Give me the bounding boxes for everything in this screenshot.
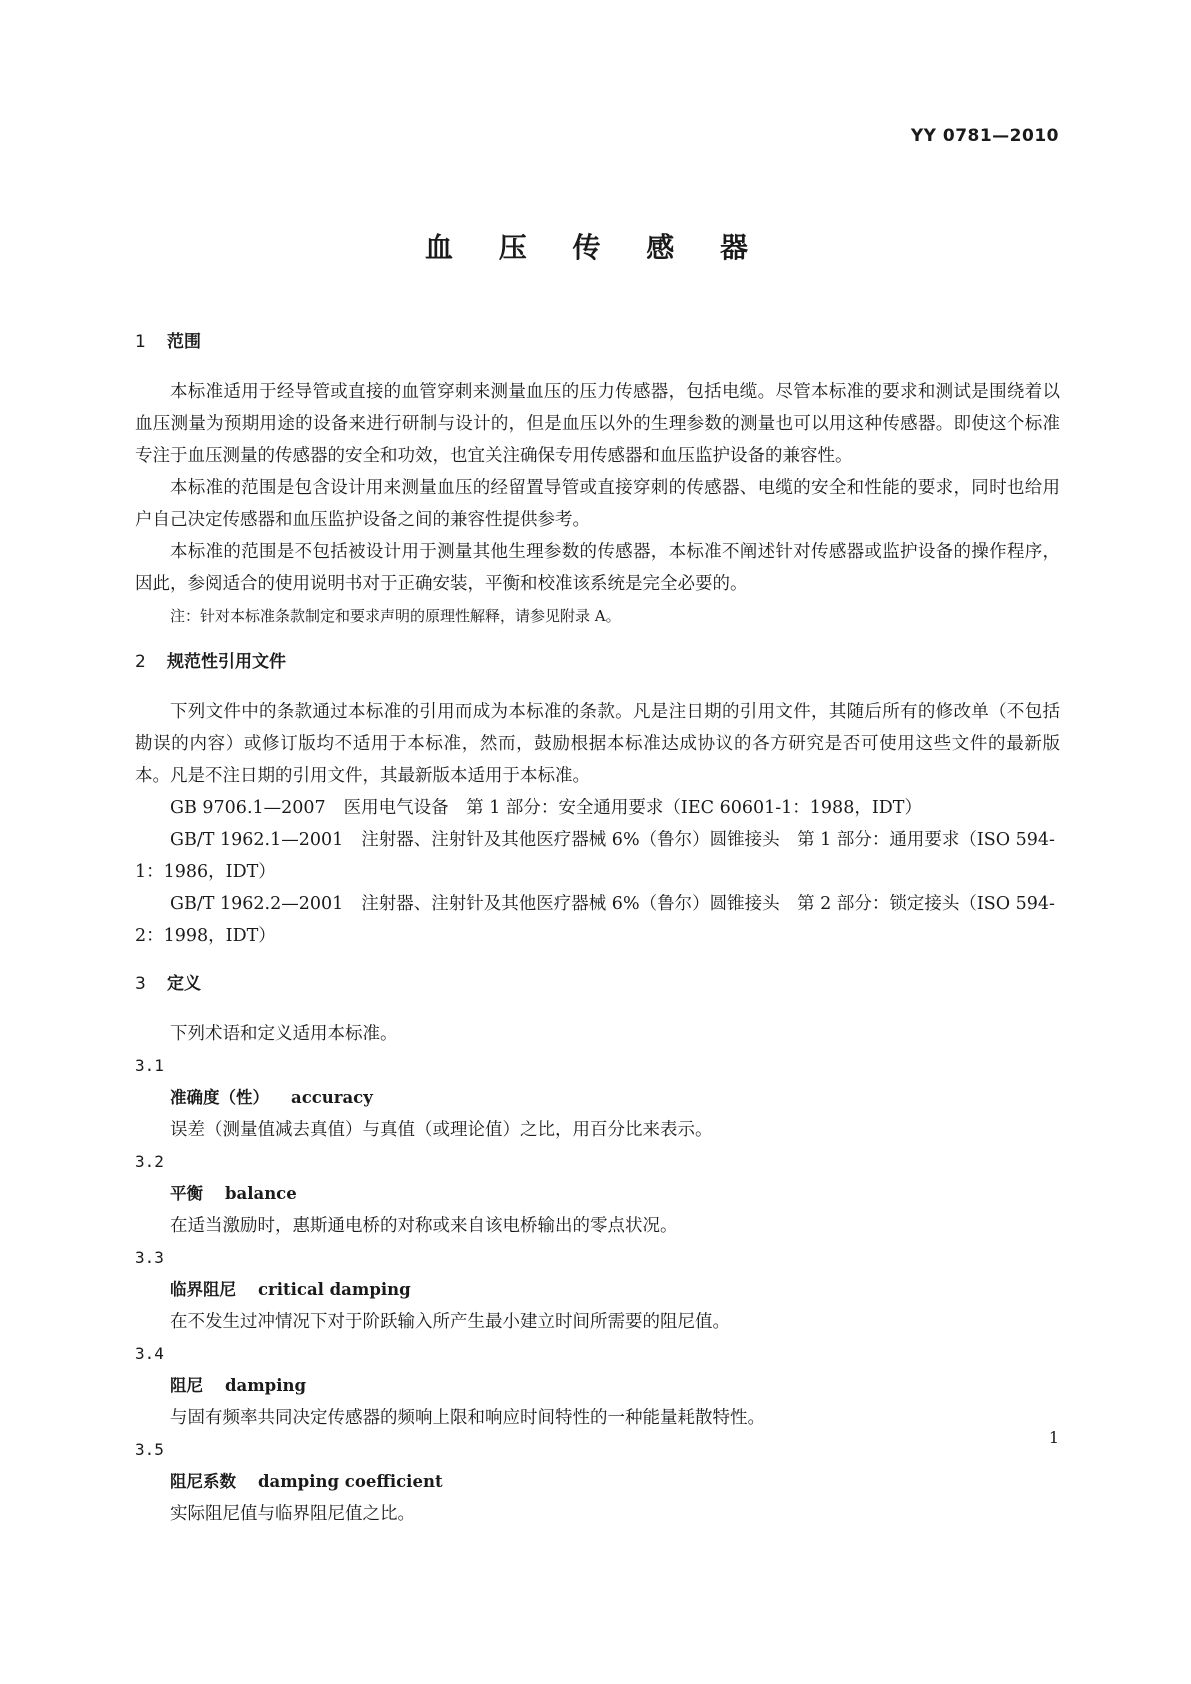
reference-code: GB/T 1962.1—2001 bbox=[170, 830, 344, 850]
reference-code: GB 9706.1—2007 bbox=[170, 798, 326, 818]
section-title: 范围 bbox=[167, 332, 201, 352]
section-heading-scope bbox=[135, 326, 1060, 358]
term-en: critical damping bbox=[258, 1280, 411, 1299]
term-en: damping bbox=[225, 1376, 307, 1395]
term-zh: 临界阻尼 bbox=[170, 1280, 236, 1299]
scope-note: 注：针对本标准条款制定和要求声明的原理性解释，请参见附录 A。 bbox=[170, 607, 621, 625]
section-heading-definitions bbox=[135, 968, 1060, 1000]
term-definition: 在适当激励时，惠斯通电桥的对称或来自该电桥输出的零点状况。 bbox=[170, 1216, 678, 1236]
page-number: 1 bbox=[1048, 1428, 1059, 1447]
term-definition: 与固有频率共同决定传感器的频响上限和响应时间特性的一种能量耗散特性。 bbox=[170, 1408, 765, 1428]
term-definition: 误差（测量值减去真值）与真值（或理论值）之比，用百分比来表示。 bbox=[170, 1120, 713, 1140]
reference-item bbox=[135, 824, 1060, 888]
term-zh: 阻尼 bbox=[170, 1376, 203, 1395]
term-name bbox=[135, 1466, 1060, 1498]
standard-number: YY 0781—2010 bbox=[910, 126, 1059, 146]
section-number: 3 bbox=[135, 974, 146, 994]
term-zh: 准确度（性） bbox=[170, 1088, 269, 1107]
term-name bbox=[135, 1082, 1060, 1114]
section-heading-references bbox=[135, 646, 1060, 678]
term-number: 3.2 bbox=[135, 1152, 164, 1171]
term-definition: 实际阻尼值与临界阻尼值之比。 bbox=[170, 1504, 415, 1524]
reference-code: GB/T 1962.2—2001 bbox=[170, 894, 344, 914]
section-number: 2 bbox=[135, 652, 146, 672]
document-body bbox=[135, 326, 1060, 1530]
term-name bbox=[135, 1274, 1060, 1306]
term-zh: 平衡 bbox=[170, 1184, 203, 1203]
document-title: 血 压 传 感 器 bbox=[425, 231, 766, 264]
term-name bbox=[135, 1178, 1060, 1210]
reference-text: 医用电气设备 第 1 部分：安全通用要求（IEC 60601-1：1988，IDT） bbox=[343, 798, 922, 818]
scope-paragraph: 本标准的范围是包含设计用来测量血压的经留置导管或直接穿刺的传感器、电缆的安全和性能的要求，同时也给用户自己决定传感器和血压监护设备之间的兼容性提供参考。 bbox=[135, 478, 1060, 530]
term-definition: 在不发生过冲情况下对于阶跃输入所产生最小建立时间所需要的阻尼值。 bbox=[170, 1312, 730, 1332]
term-en: balance bbox=[225, 1184, 297, 1203]
reference-text: 注射器、注射针及其他医疗器械 6%（鲁尔）圆锥接头 第 1 部分：通用要求（ISO 594-1：1986，IDT） bbox=[135, 830, 1055, 882]
reference-text: 注射器、注射针及其他医疗器械 6%（鲁尔）圆锥接头 第 2 部分：锁定接头（ISO 594-2：1998，IDT） bbox=[135, 894, 1055, 946]
scope-paragraph: 本标准适用于经导管或直接的血管穿刺来测量血压的压力传感器，包括电缆。尽管本标准的要求和测试是围绕着以血压测量为预期用途的设备来进行研制与设计的，但是血压以外的生理参数的测量也可以用这种传感器。即使这个标准专注于血压测量的传感器的安全和功效，也宜关注确保专用传感器和血压监护设备的兼容性。 bbox=[135, 382, 1060, 466]
section-title: 规范性引用文件 bbox=[167, 652, 286, 672]
term-name bbox=[135, 1370, 1060, 1402]
term-zh: 阻尼系数 bbox=[170, 1472, 236, 1491]
references-intro: 下列文件中的条款通过本标准的引用而成为本标准的条款。凡是注日期的引用文件，其随后所有的修改单（不包括勘误的内容）或修订版均不适用于本标准，然而，鼓励根据本标准达成协议的各方研究是否可使用这些文件的最新版本。凡是不注日期的引用文件，其最新版本适用于本标准。 bbox=[135, 702, 1060, 786]
term-number: 3.1 bbox=[135, 1056, 164, 1075]
term-number: 3.4 bbox=[135, 1344, 164, 1363]
section-number: 1 bbox=[135, 332, 146, 352]
definitions-intro: 下列术语和定义适用本标准。 bbox=[170, 1024, 398, 1044]
reference-item bbox=[135, 792, 1060, 824]
term-number: 3.3 bbox=[135, 1248, 164, 1267]
term-en: damping coefficient bbox=[258, 1472, 443, 1491]
term-en: accuracy bbox=[291, 1088, 373, 1107]
term-number: 3.5 bbox=[135, 1440, 164, 1459]
reference-item bbox=[135, 888, 1060, 952]
scope-paragraph: 本标准的范围是不包括被设计用于测量其他生理参数的传感器，本标准不阐述针对传感器或监护设备的操作程序，因此，参阅适合的使用说明书对于正确安装，平衡和校准该系统是完全必要的。 bbox=[135, 542, 1060, 594]
section-title: 定义 bbox=[167, 974, 201, 994]
